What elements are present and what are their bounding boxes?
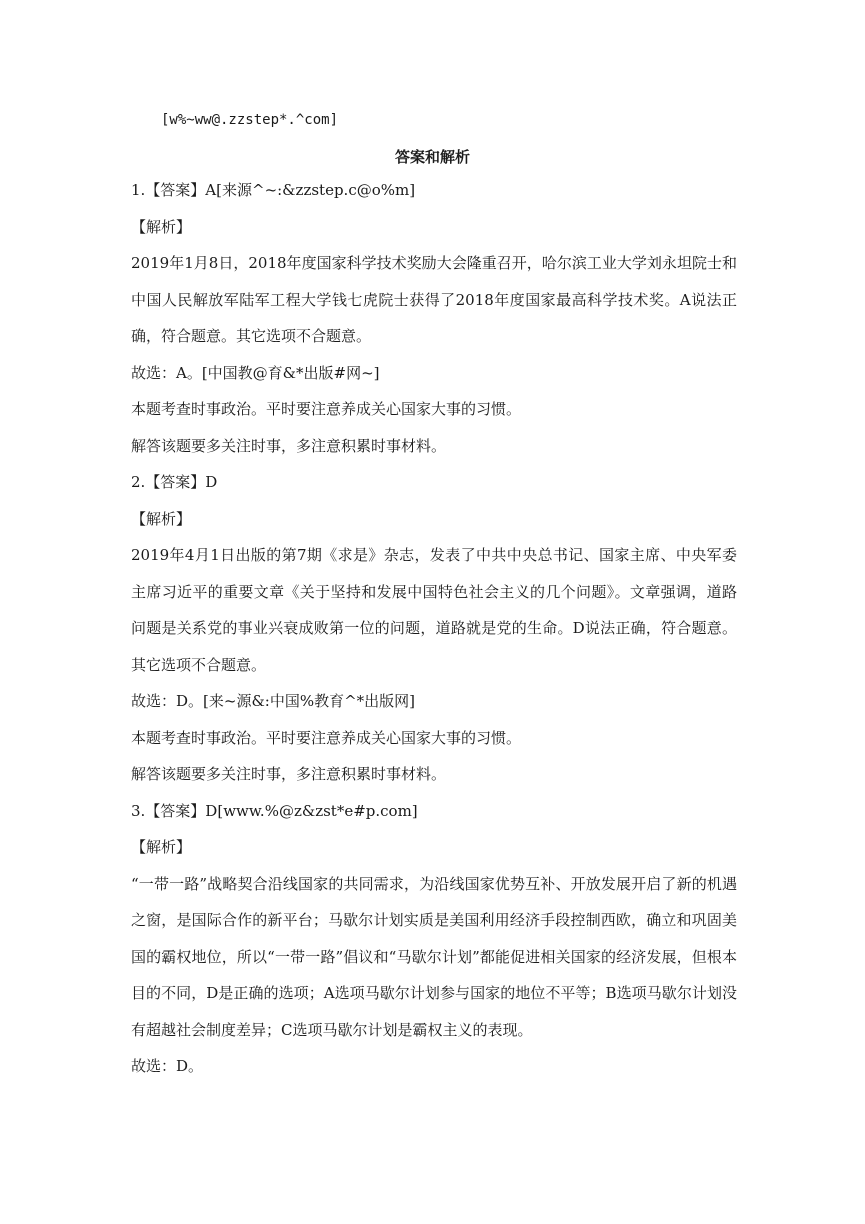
analysis-text: 2019年1月8日，2018年度国家科学技术奖励大会隆重召开，哈尔滨工业大学刘永坦院士和中国人民解放军陆军工程大学钱七虎院士获得了2018年度国家最高科学技术奖。A说法正确，符合题意。其它选项不合题意。 — [131, 254, 737, 345]
analysis-text: 2019年4月1日出版的第7期《求是》杂志，发表了中共中央总书记、国家主席、中央军委主席习近平的重要文章《关于坚持和发展中国特色社会主义的几个问题》。文章强调，道路问题是关系党的事业兴衰成败第一位的问题，道路就是党的生命。D说法正确，符合题意。其它选项不合题意。 — [131, 546, 737, 674]
answer-line: 1.【答案】A[来源^~:&zzstep.c@o%m] — [131, 181, 416, 199]
question-1-answer — [131, 172, 737, 464]
analysis-heading: 【解析】 — [131, 509, 192, 528]
note-line: 解答该题要多关注时事，多注意积累时事材料。 — [131, 436, 447, 455]
analysis-text: “一带一路”战略契合沿线国家的共同需求，为沿线国家优势互补、开放发展开启了新的机遇之窗，是国际合作的新平台；马歇尔计划实质是美国利用经济手段控制西欧，确立和巩固美国的霸权地位，所以“一带一路”倡议和“马歇尔计划”都能促进相关国家的经济发展，但根本目的不同，D是正确的选项；A选项马歇尔计划参与国家的地位不平等；B选项马歇尔计划没有超越社会制度差异；C选项马歇尔计划是霸权主义的表现。 — [131, 874, 737, 1039]
watermark-tag: [w%~ww@.zzstep*.^com] — [161, 112, 339, 128]
page-title: 答案和解析 — [394, 148, 470, 166]
note-line: 本题考查时事政治。平时要注意养成关心国家大事的习惯。 — [131, 400, 522, 418]
note-line: 本题考查时事政治。平时要注意养成关心国家大事的习惯。 — [131, 728, 522, 747]
question-3-answer — [131, 793, 737, 1085]
answer-body — [131, 172, 737, 1085]
question-2-answer — [131, 464, 737, 793]
answer-line: 3.【答案】D[www.%@z&zst*e#p.com] — [131, 801, 418, 820]
choice-line: 故选：D。 — [131, 1057, 204, 1075]
note-line: 解答该题要多关注时事，多注意积累时事材料。 — [131, 765, 447, 783]
choice-line: 故选：D。[来~源&:中国%教育^*出版网] — [131, 692, 416, 710]
analysis-heading: 【解析】 — [131, 217, 192, 236]
choice-line: 故选：A。[中国教@育&*出版#网~] — [131, 363, 380, 382]
answer-line: 2.【答案】D — [131, 473, 218, 491]
analysis-heading: 【解析】 — [131, 838, 192, 856]
